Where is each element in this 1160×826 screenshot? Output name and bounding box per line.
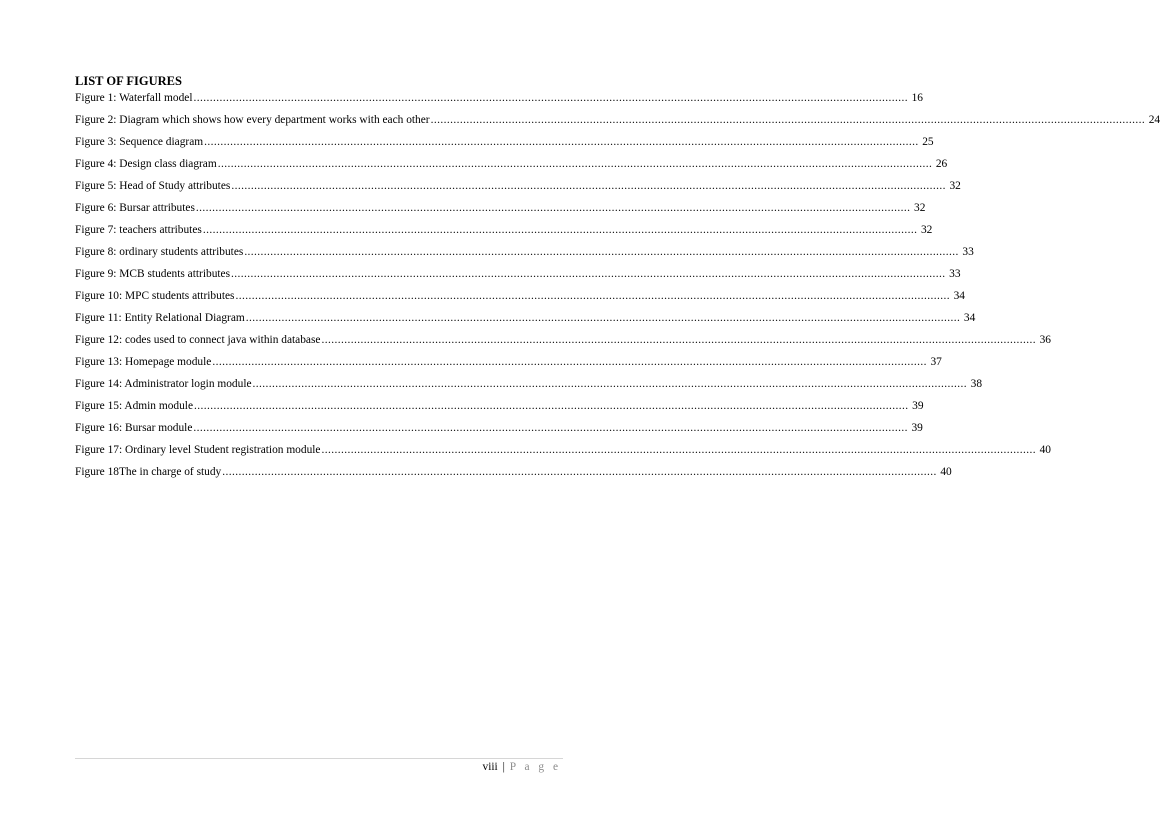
- footer-divider: [75, 758, 563, 759]
- figure-entry-page-number: 16: [911, 92, 923, 104]
- figure-entry-page-number: 39: [911, 422, 923, 434]
- figure-entry-page-number: 32: [949, 180, 961, 192]
- figure-entry[interactable]: [75, 267, 961, 289]
- figure-entry[interactable]: [75, 421, 923, 443]
- dot-leader: ............................................................................................................................................................................................................................: [222, 466, 937, 478]
- figure-entry[interactable]: [75, 157, 948, 179]
- figure-entry-label: Figure 10: MPC students attributes: [75, 290, 235, 302]
- figure-entry-page-number: 34: [963, 312, 976, 324]
- dot-leader: ............................................................................................................................................................................................................................: [245, 312, 961, 324]
- figure-entry-label: Figure 12: codes used to connect java within database: [75, 334, 321, 346]
- figure-entry[interactable]: [75, 135, 934, 157]
- figure-entry[interactable]: [75, 377, 983, 399]
- dot-leader: ............................................................................................................................................................................................................................: [212, 356, 927, 368]
- figure-entry[interactable]: [75, 399, 924, 421]
- page-footer: [483, 760, 561, 774]
- figure-entry[interactable]: [75, 443, 1051, 465]
- figure-entry[interactable]: [75, 245, 974, 267]
- dot-leader: ............................................................................................................................................................................................................................: [202, 224, 918, 236]
- figure-entry-page-number: 39: [912, 400, 924, 412]
- figure-entry-page-number: 32: [914, 202, 926, 214]
- figure-entry-label: Figure 3: Sequence diagram: [75, 136, 204, 148]
- dot-leader: ............................................................................................................................................................................................................................: [195, 202, 911, 214]
- dot-leader: ............................................................................................................................................................................................................................: [193, 422, 908, 434]
- figure-entry-label: Figure 7: teachers attributes: [75, 224, 202, 236]
- figure-entry[interactable]: [75, 179, 961, 201]
- figure-entry-label: Figure 9: MCB students attributes: [75, 268, 231, 280]
- figure-entry[interactable]: [75, 311, 976, 333]
- figure-list: [75, 91, 1160, 487]
- figure-entry-page-number: 24: [1148, 114, 1160, 126]
- figure-entry-page-number: 33: [949, 268, 961, 280]
- dot-leader: ............................................................................................................................................................................................................................: [252, 378, 968, 390]
- figure-entry[interactable]: [75, 465, 952, 487]
- figure-entry-page-number: 37: [930, 356, 942, 368]
- dot-leader: ............................................................................................................................................................................................................................: [244, 246, 959, 258]
- figure-entry-page-number: 32: [920, 224, 933, 236]
- figure-entry-label: Figure 16: Bursar module: [75, 422, 193, 434]
- figure-entry-label: Figure 11: Entity Relational Diagram: [75, 312, 245, 324]
- figure-entry-label: Figure 5: Head of Study attributes: [75, 180, 231, 192]
- figure-entry-label: Figure 2: Diagram which shows how every department works with each other: [75, 114, 430, 126]
- figure-entry-page-number: 33: [962, 246, 974, 258]
- figure-entry-page-number: 36: [1039, 334, 1051, 346]
- figure-entry-page-number: 25: [922, 136, 934, 148]
- figure-entry[interactable]: [75, 223, 933, 245]
- dot-leader: ............................................................................................................................................................................................................................: [321, 334, 1036, 346]
- figure-entry-label: Figure 1: Waterfall model: [75, 92, 193, 104]
- dot-leader: ............................................................................................................................................................................................................................: [193, 92, 908, 104]
- figure-entry[interactable]: [75, 113, 1160, 135]
- figure-entry-label: Figure 15: Admin module: [75, 400, 194, 412]
- figure-entry[interactable]: [75, 201, 926, 223]
- figure-entry-page-number: 40: [940, 466, 952, 478]
- figure-entry[interactable]: [75, 333, 1051, 355]
- dot-leader: ............................................................................................................................................................................................................................: [321, 444, 1036, 456]
- dot-leader: ............................................................................................................................................................................................................................: [217, 158, 933, 170]
- figure-entry-label: Figure 8: ordinary students attributes: [75, 246, 244, 258]
- dot-leader: ............................................................................................................................................................................................................................: [235, 290, 950, 302]
- figure-entry-label: Figure 6: Bursar attributes: [75, 202, 195, 214]
- figure-entry[interactable]: [75, 289, 965, 311]
- dot-leader: ............................................................................................................................................................................................................................: [194, 400, 909, 412]
- figure-entry-page-number: 38: [970, 378, 983, 390]
- figure-entry-label: Figure 17: Ordinary level Student registration module: [75, 444, 321, 456]
- figure-entry-page-number: 26: [935, 158, 948, 170]
- dot-leader: ............................................................................................................................................................................................................................: [231, 180, 946, 192]
- figure-entry-page-number: 34: [953, 290, 965, 302]
- list-of-figures-heading: LIST OF FIGURES: [75, 74, 182, 88]
- footer-page-word: P a g e: [509, 761, 561, 773]
- figure-entry-label: Figure 18The in charge of study: [75, 466, 222, 478]
- dot-leader: ............................................................................................................................................................................................................................: [231, 268, 946, 280]
- footer-separator: |: [502, 761, 505, 773]
- dot-leader: ............................................................................................................................................................................................................................: [430, 114, 1146, 126]
- dot-leader: ............................................................................................................................................................................................................................: [204, 136, 919, 148]
- figure-entry-label: Figure 14: Administrator login module: [75, 378, 252, 390]
- footer-page-number: viii: [482, 761, 498, 773]
- figure-entry-label: Figure 4: Design class diagram: [75, 158, 217, 170]
- figure-entry-page-number: 40: [1039, 444, 1051, 456]
- figure-entry[interactable]: [75, 91, 923, 113]
- figure-entry-label: Figure 13: Homepage module: [75, 356, 212, 368]
- figure-entry[interactable]: [75, 355, 942, 377]
